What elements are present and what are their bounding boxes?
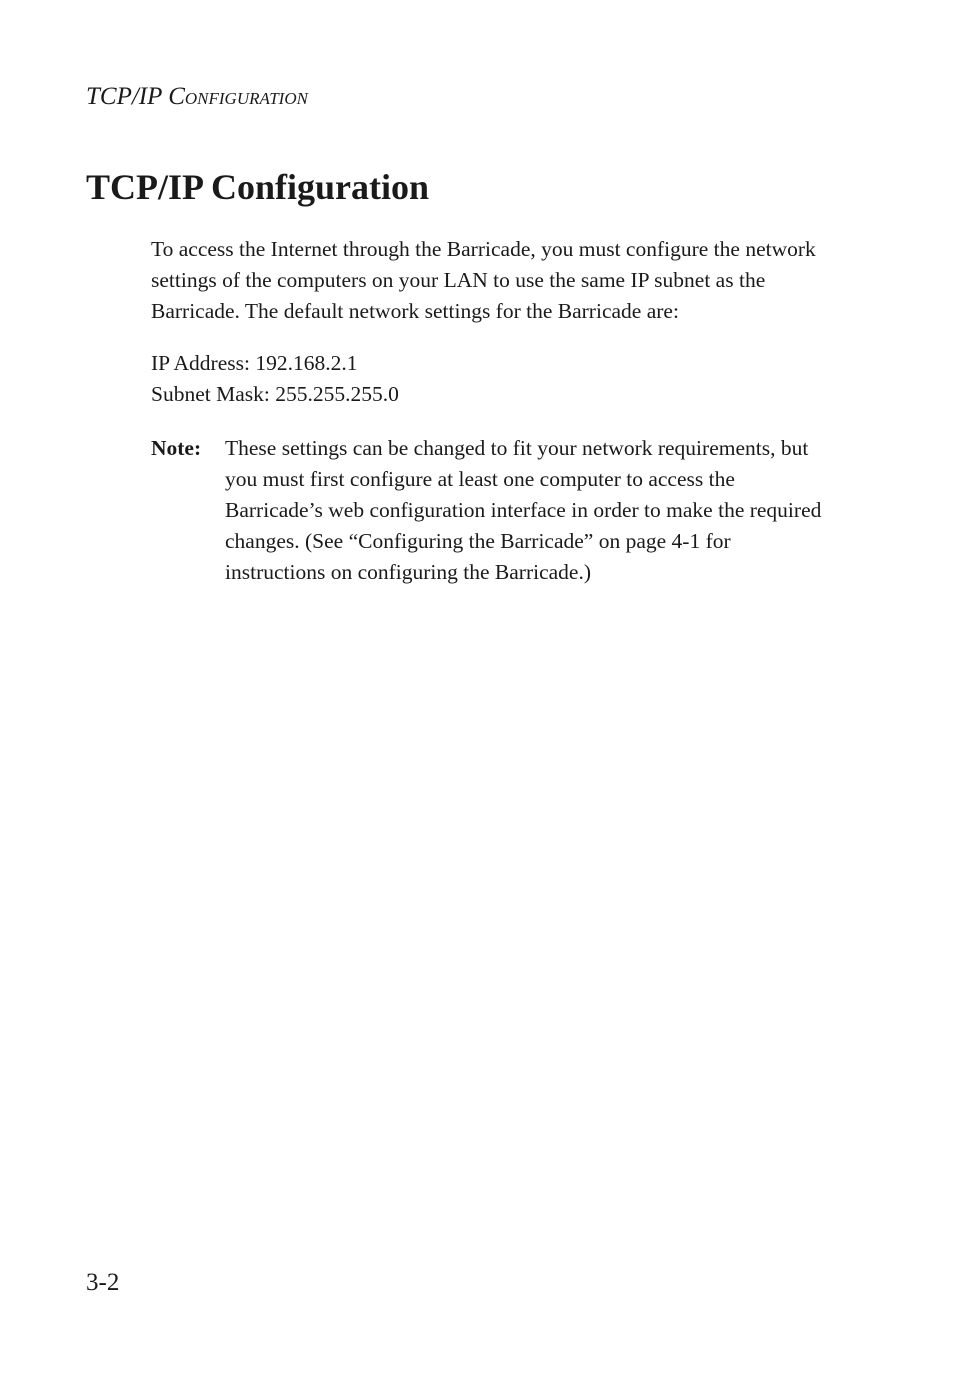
default-settings bbox=[151, 348, 851, 410]
intro-paragraph: To access the Internet through the Barricade, you must configure the network settings of the computers on your LAN to use the same IP subnet as the Barricade. The default network settings for the Barricade are: bbox=[151, 237, 816, 323]
running-header-suffix: ONFIGURATION bbox=[184, 89, 308, 108]
note-block bbox=[151, 433, 851, 588]
running-header bbox=[86, 82, 308, 114]
section-title: TCP/IP Configuration bbox=[86, 167, 430, 207]
ip-address-line: IP Address: 192.168.2.1 bbox=[151, 351, 358, 375]
intro-block bbox=[151, 234, 851, 327]
running-header-prefix: TCP/IP C bbox=[86, 83, 185, 110]
note-text: These settings can be changed to fit your network requirements, but you must first configure at least one computer to access the Barricade’s web configuration interface in order to make the required changes. (See “Configuring the Barricade” on page 4-1 for instructions on configuring the Barricade.) bbox=[225, 436, 822, 584]
page-number: 3-2 bbox=[86, 1269, 120, 1296]
note-label: Note: bbox=[151, 436, 202, 460]
subnet-mask-line: Subnet Mask: 255.255.255.0 bbox=[151, 382, 399, 406]
